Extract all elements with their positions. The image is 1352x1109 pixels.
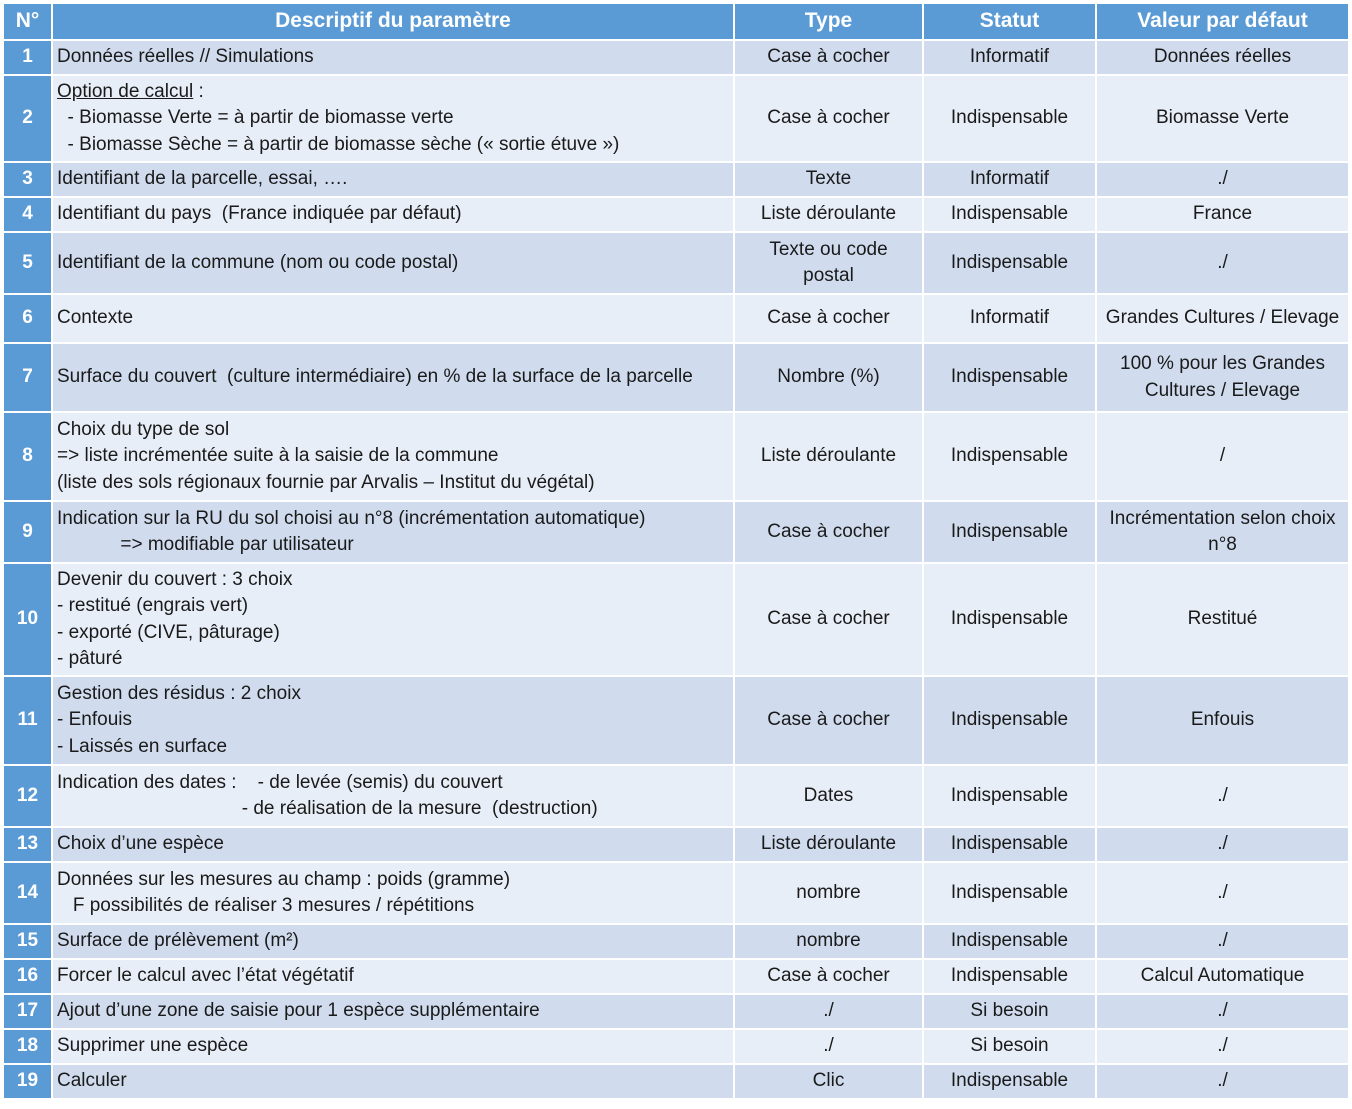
default-value-line: Cultures / Elevage <box>1144 379 1301 401</box>
header-statut: Statut <box>923 3 1096 40</box>
row-default-value <box>1096 563 1349 676</box>
row-default-value <box>1096 924 1349 959</box>
default-value-line: ./ <box>1217 784 1228 806</box>
type-line: Nombre (%) <box>777 366 880 388</box>
description-line: Indication sur la RU du sol choisi au n°8 (incrémentation automatique) <box>57 507 646 529</box>
row-description <box>52 765 734 827</box>
description-line: Supprimer une espèce <box>57 1035 249 1057</box>
default-value-line: Enfouis <box>1190 709 1255 731</box>
row-type <box>734 343 923 412</box>
row-default-value <box>1096 232 1349 294</box>
type-line: Dates <box>803 784 854 806</box>
header-valeur: Valeur par défaut <box>1096 3 1349 40</box>
table-row <box>3 232 1349 294</box>
description-line: Devenir du couvert : 3 choix <box>57 568 293 590</box>
row-default-value <box>1096 75 1349 162</box>
description-line: Contexte <box>57 307 134 329</box>
type-line: Liste déroulante <box>760 833 897 855</box>
type-line: Case à cocher <box>767 46 890 68</box>
row-type <box>734 1064 923 1099</box>
row-number: 9 <box>3 501 52 563</box>
default-value-line: France <box>1192 203 1253 225</box>
description-line: Forcer le calcul avec l’état végétatif <box>57 965 354 987</box>
type-line: Liste déroulante <box>760 203 897 225</box>
default-value-line: ./ <box>1217 1035 1228 1057</box>
row-statut: Indispensable <box>923 197 1096 232</box>
row-number: 3 <box>3 162 52 197</box>
table-row <box>3 924 1349 959</box>
row-default-value <box>1096 40 1349 75</box>
row-type <box>734 959 923 994</box>
row-number: 8 <box>3 412 52 501</box>
row-description <box>52 924 734 959</box>
description-line: Choix du type de sol <box>57 418 230 440</box>
row-statut: Si besoin <box>923 994 1096 1029</box>
row-description <box>52 994 734 1029</box>
description-line: - Laissés en surface <box>57 735 228 757</box>
default-value-line: Données réelles <box>1153 46 1292 68</box>
row-type <box>734 765 923 827</box>
type-line: Case à cocher <box>767 965 890 987</box>
row-default-value <box>1096 294 1349 343</box>
row-number: 5 <box>3 232 52 294</box>
table-row <box>3 1064 1349 1099</box>
row-number: 11 <box>3 676 52 765</box>
row-type <box>734 563 923 676</box>
description-heading <box>57 79 729 106</box>
header-desc: Descriptif du paramètre <box>52 3 734 40</box>
type-line: Texte ou code <box>769 238 888 260</box>
type-line: Liste déroulante <box>760 445 897 467</box>
description-heading-underlined: Option de calcul <box>57 80 194 102</box>
type-line: Case à cocher <box>767 709 890 731</box>
row-description <box>52 75 734 162</box>
row-default-value <box>1096 197 1349 232</box>
type-line: Case à cocher <box>767 307 890 329</box>
table-row <box>3 765 1349 827</box>
table-row <box>3 827 1349 862</box>
description-line: - pâturé <box>57 648 123 669</box>
table-row <box>3 162 1349 197</box>
default-value-line: Biomasse Verte <box>1155 107 1290 129</box>
row-statut: Indispensable <box>923 924 1096 959</box>
row-type <box>734 294 923 343</box>
table-row <box>3 862 1349 924</box>
row-default-value <box>1096 959 1349 994</box>
parameters-table <box>2 2 1350 1100</box>
row-number: 18 <box>3 1029 52 1064</box>
row-statut: Indispensable <box>923 1064 1096 1099</box>
row-number: 19 <box>3 1064 52 1099</box>
description-line: - Enfouis <box>57 709 132 731</box>
row-description <box>52 501 734 563</box>
default-value-line: 100 % pour les Grandes <box>1120 353 1325 374</box>
row-description <box>52 563 734 676</box>
table-row <box>3 75 1349 162</box>
description-line: - Biomasse Verte = à partir de biomasse verte <box>57 107 454 129</box>
row-description <box>52 1029 734 1064</box>
default-value-line: ./ <box>1217 881 1228 903</box>
row-number: 16 <box>3 959 52 994</box>
row-statut: Informatif <box>923 40 1096 75</box>
default-value-line: ./ <box>1217 168 1228 190</box>
row-number: 6 <box>3 294 52 343</box>
row-type <box>734 924 923 959</box>
default-value-line: ./ <box>1217 1000 1228 1022</box>
row-default-value <box>1096 994 1349 1029</box>
description-line: Identifiant de la commune (nom ou code postal) <box>57 251 459 273</box>
description-line: Identifiant de la parcelle, essai, …. <box>57 168 348 190</box>
row-type <box>734 162 923 197</box>
row-description <box>52 162 734 197</box>
description-line: Identifiant du pays (France indiquée par défaut) <box>57 203 462 225</box>
description-line: F possibilités de réaliser 3 mesures / répétitions <box>57 895 475 916</box>
type-line: ./ <box>823 1035 834 1057</box>
row-default-value <box>1096 676 1349 765</box>
row-statut: Indispensable <box>923 765 1096 827</box>
description-line: => modifiable par utilisateur <box>57 534 354 555</box>
type-line: Clic <box>812 1070 845 1092</box>
default-value-line: Grandes Cultures / Elevage <box>1105 307 1340 329</box>
row-type <box>734 412 923 501</box>
row-number: 15 <box>3 924 52 959</box>
row-statut: Indispensable <box>923 563 1096 676</box>
row-description <box>52 197 734 232</box>
description-line: - restitué (engrais vert) <box>57 595 249 616</box>
header-type: Type <box>734 3 923 40</box>
default-value-line: Incrémentation selon choix <box>1109 507 1336 529</box>
table-row <box>3 676 1349 765</box>
row-default-value <box>1096 1064 1349 1099</box>
row-default-value <box>1096 162 1349 197</box>
type-line: nombre <box>796 930 861 952</box>
type-line: Case à cocher <box>767 520 890 542</box>
row-type <box>734 994 923 1029</box>
row-type <box>734 862 923 924</box>
row-default-value <box>1096 1029 1349 1064</box>
row-description <box>52 827 734 862</box>
row-statut: Indispensable <box>923 959 1096 994</box>
row-type <box>734 1029 923 1064</box>
description-line: - Biomasse Sèche = à partir de biomasse sèche (« sortie étuve ») <box>57 133 620 155</box>
row-statut: Indispensable <box>923 862 1096 924</box>
default-value-line: Calcul Automatique <box>1140 965 1305 987</box>
table-row <box>3 412 1349 501</box>
table-body <box>3 40 1349 1099</box>
description-line: - exporté (CIVE, pâturage) <box>57 621 280 643</box>
description-line: Données sur les mesures au champ : poids (gramme) <box>57 868 511 890</box>
row-type <box>734 40 923 75</box>
row-description <box>52 959 734 994</box>
table-row <box>3 959 1349 994</box>
table-row <box>3 501 1349 563</box>
default-value-line: / <box>1219 445 1226 467</box>
row-type <box>734 827 923 862</box>
row-number: 14 <box>3 862 52 924</box>
default-value-line: ./ <box>1217 1070 1228 1092</box>
description-line: Choix d’une espèce <box>57 833 224 855</box>
description-line: Surface de prélèvement (m²) <box>57 930 299 952</box>
type-line: Case à cocher <box>767 608 890 630</box>
table-row <box>3 994 1349 1029</box>
default-value-line: n°8 <box>1208 534 1237 555</box>
row-description <box>52 294 734 343</box>
row-statut: Informatif <box>923 294 1096 343</box>
table-row <box>3 1029 1349 1064</box>
description-line: Surface du couvert (culture intermédiaire) en % de la surface de la parcelle <box>57 366 693 388</box>
header-num: N° <box>3 3 52 40</box>
row-statut: Indispensable <box>923 501 1096 563</box>
row-default-value <box>1096 343 1349 412</box>
type-line: nombre <box>796 881 861 903</box>
row-statut: Informatif <box>923 162 1096 197</box>
type-line: postal <box>803 265 854 286</box>
row-description <box>52 676 734 765</box>
row-statut: Indispensable <box>923 232 1096 294</box>
description-line: Calculer <box>57 1070 127 1092</box>
row-number: 10 <box>3 563 52 676</box>
default-value-line: Restitué <box>1187 608 1258 630</box>
row-statut: Indispensable <box>923 75 1096 162</box>
description-line: Indication des dates : - de levée (semis) du couvert <box>57 771 503 793</box>
row-description <box>52 862 734 924</box>
row-description <box>52 232 734 294</box>
description-heading-tail: : <box>193 80 204 102</box>
row-default-value <box>1096 862 1349 924</box>
row-type <box>734 232 923 294</box>
row-number: 7 <box>3 343 52 412</box>
row-default-value <box>1096 765 1349 827</box>
description-line: => liste incrémentée suite à la saisie de la commune <box>57 445 499 467</box>
row-description <box>52 40 734 75</box>
description-line: Données réelles // Simulations <box>57 46 314 68</box>
row-statut: Indispensable <box>923 343 1096 412</box>
table-row <box>3 343 1349 412</box>
row-type <box>734 75 923 162</box>
table-row <box>3 563 1349 676</box>
row-statut: Indispensable <box>923 827 1096 862</box>
row-number: 1 <box>3 40 52 75</box>
row-number: 4 <box>3 197 52 232</box>
row-statut: Si besoin <box>923 1029 1096 1064</box>
type-line: Case à cocher <box>767 107 890 129</box>
row-description <box>52 343 734 412</box>
row-number: 2 <box>3 75 52 162</box>
description-line: Gestion des résidus : 2 choix <box>57 682 301 704</box>
row-number: 13 <box>3 827 52 862</box>
row-description <box>52 412 734 501</box>
row-statut: Indispensable <box>923 676 1096 765</box>
description-line: Ajout d’une zone de saisie pour 1 espèce supplémentaire <box>57 1000 540 1022</box>
type-line: ./ <box>823 1000 834 1022</box>
row-default-value <box>1096 501 1349 563</box>
description-line: - de réalisation de la mesure (destruction) <box>57 798 598 819</box>
header-row <box>3 3 1349 40</box>
default-value-line: ./ <box>1217 833 1228 855</box>
type-line: Texte <box>805 168 852 190</box>
row-default-value <box>1096 827 1349 862</box>
table-row <box>3 197 1349 232</box>
table-row <box>3 294 1349 343</box>
table-row <box>3 40 1349 75</box>
row-number: 17 <box>3 994 52 1029</box>
row-type <box>734 676 923 765</box>
row-number: 12 <box>3 765 52 827</box>
row-type <box>734 197 923 232</box>
description-line: (liste des sols régionaux fournie par Arvalis – Institut du végétal) <box>57 471 595 493</box>
default-value-line: ./ <box>1217 930 1228 952</box>
row-statut: Indispensable <box>923 412 1096 501</box>
default-value-line: ./ <box>1217 251 1228 273</box>
row-type <box>734 501 923 563</box>
row-default-value <box>1096 412 1349 501</box>
row-description <box>52 1064 734 1099</box>
